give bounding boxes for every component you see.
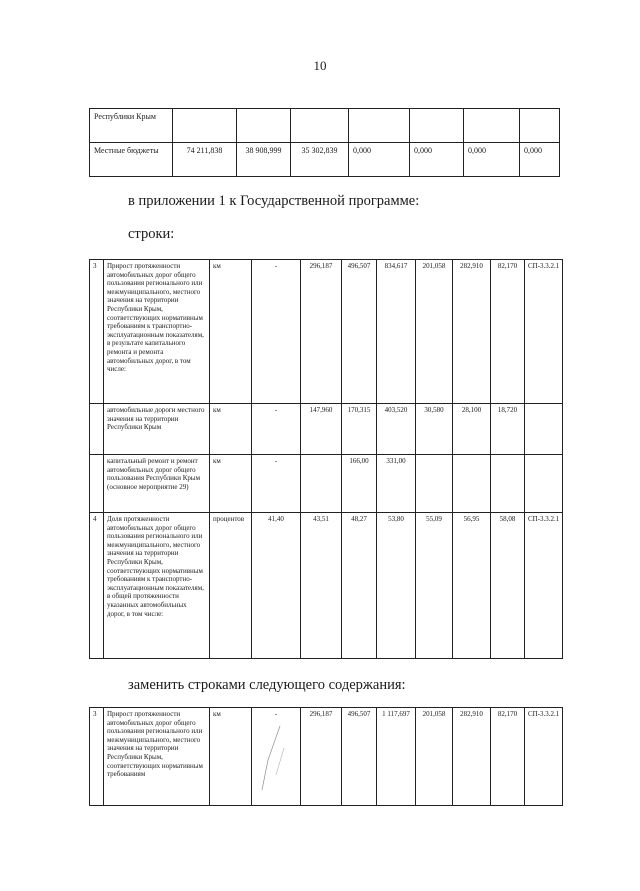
unit-cell: км xyxy=(210,455,252,513)
table-cell: 0,000 xyxy=(410,143,464,177)
table-cell xyxy=(520,109,560,143)
table-cell xyxy=(301,455,342,513)
row-number: 3 xyxy=(90,708,104,806)
table-row xyxy=(90,708,563,806)
table-cell: 282,910 xyxy=(453,708,491,806)
code-cell xyxy=(525,404,563,455)
table-cell: 201,058 xyxy=(416,260,453,404)
table-cell xyxy=(237,109,291,143)
unit-cell: процентов xyxy=(210,513,252,659)
budget-table xyxy=(89,108,560,177)
table-cell: 43,51 xyxy=(301,513,342,659)
table-cell: 0,000 xyxy=(520,143,560,177)
page-number: 10 xyxy=(313,58,327,73)
row-number xyxy=(90,404,104,455)
section-heading: строки: xyxy=(128,226,175,242)
table-cell: 201,058 xyxy=(416,708,453,806)
indicator-name: Прирост протяженности автомобильных дорог общего пользования регионального или межмуниципального, местного значения на территории Республики Крым, соответствующих нормативным требованиям к транспортно-эксплуатационным показателям, в результате капитального ремонта и ремонта автомобильных дорог, в том числе: xyxy=(104,260,210,404)
table-cell: 403,520 xyxy=(377,404,416,455)
table-cell: 53,80 xyxy=(377,513,416,659)
table-cell xyxy=(416,455,453,513)
row-label: Местные бюджеты xyxy=(90,143,173,177)
table-cell: 28,100 xyxy=(453,404,491,455)
table-row xyxy=(90,455,563,513)
indicator-name: капитальный ремонт и ремонт автомобильных дорог общего пользования Республики Крым (основное мероприятие 29) xyxy=(104,455,210,513)
table-row xyxy=(90,513,563,659)
table-cell: 35 302,839 xyxy=(291,143,349,177)
table-cell: 0,000 xyxy=(349,143,410,177)
row-number: 3 xyxy=(90,260,104,404)
table-cell: 834,617 xyxy=(377,260,416,404)
table-row xyxy=(90,109,560,143)
table-cell: 74 211,838 xyxy=(173,143,237,177)
indicators-table xyxy=(89,259,563,659)
table-cell: 0,000 xyxy=(464,143,520,177)
table-cell: 38 908,999 xyxy=(237,143,291,177)
unit-cell: км xyxy=(210,260,252,404)
section-heading: в приложении 1 к Государственной программе: xyxy=(128,193,420,209)
table-cell: 282,910 xyxy=(453,260,491,404)
code-cell: СП-3.3.2.1 xyxy=(525,260,563,404)
table-row xyxy=(90,404,563,455)
table-cell xyxy=(410,109,464,143)
table-cell xyxy=(349,109,410,143)
table-cell: 170,315 xyxy=(342,404,377,455)
table-cell: 147,960 xyxy=(301,404,342,455)
table-cell: 58,08 xyxy=(491,513,525,659)
table-cell: 166,00 xyxy=(342,455,377,513)
code-cell: СП-3.3.2.1 xyxy=(525,708,563,806)
table-cell xyxy=(464,109,520,143)
table-row xyxy=(90,143,560,177)
code-cell xyxy=(525,455,563,513)
table-cell: 331,00 xyxy=(377,455,416,513)
row-number xyxy=(90,455,104,513)
replacement-table xyxy=(89,707,563,806)
table-cell xyxy=(291,109,349,143)
code-cell: СП-3.3.2.1 xyxy=(525,513,563,659)
table-cell: 496,507 xyxy=(342,708,377,806)
row-number: 4 xyxy=(90,513,104,659)
table-cell: 55,09 xyxy=(416,513,453,659)
indicator-name: Доля протяженности автомобильных дорог общего пользования регионального или межмуниципального, местного значения на территории Республики Крым, соответствующих нормативным требованиям к транспортно-эксплуатационным показателям, в общей протяженности указанных автомобильных дорог, в том числе: xyxy=(104,513,210,659)
table-cell xyxy=(491,455,525,513)
unit-cell: км xyxy=(210,404,252,455)
row-label: Республики Крым xyxy=(90,109,173,143)
table-row xyxy=(90,260,563,404)
table-cell: 30,580 xyxy=(416,404,453,455)
table-cell xyxy=(173,109,237,143)
table-cell: 496,507 xyxy=(342,260,377,404)
table-cell: 48,27 xyxy=(342,513,377,659)
table-cell: - xyxy=(252,260,301,404)
table-cell: 296,187 xyxy=(301,708,342,806)
table-cell: 1 117,697 xyxy=(377,708,416,806)
unit-cell: км xyxy=(210,708,252,806)
table-cell: 56,95 xyxy=(453,513,491,659)
table-cell: - xyxy=(252,455,301,513)
table-cell: 296,187 xyxy=(301,260,342,404)
table-cell: - xyxy=(252,708,301,806)
table-cell: 18,720 xyxy=(491,404,525,455)
indicator-name: автомобильные дороги местного значения на территории Республики Крым xyxy=(104,404,210,455)
table-cell: - xyxy=(252,404,301,455)
section-heading: заменить строками следующего содержания: xyxy=(128,677,406,693)
table-cell: 41,40 xyxy=(252,513,301,659)
table-cell: 82,170 xyxy=(491,260,525,404)
table-cell xyxy=(453,455,491,513)
indicator-name: Прирост протяженности автомобильных дорог общего пользования регионального или межмуниципального, местного значения на территории Республики Крым, соответствующих нормативным требованиям xyxy=(104,708,210,806)
table-cell: 82,170 xyxy=(491,708,525,806)
